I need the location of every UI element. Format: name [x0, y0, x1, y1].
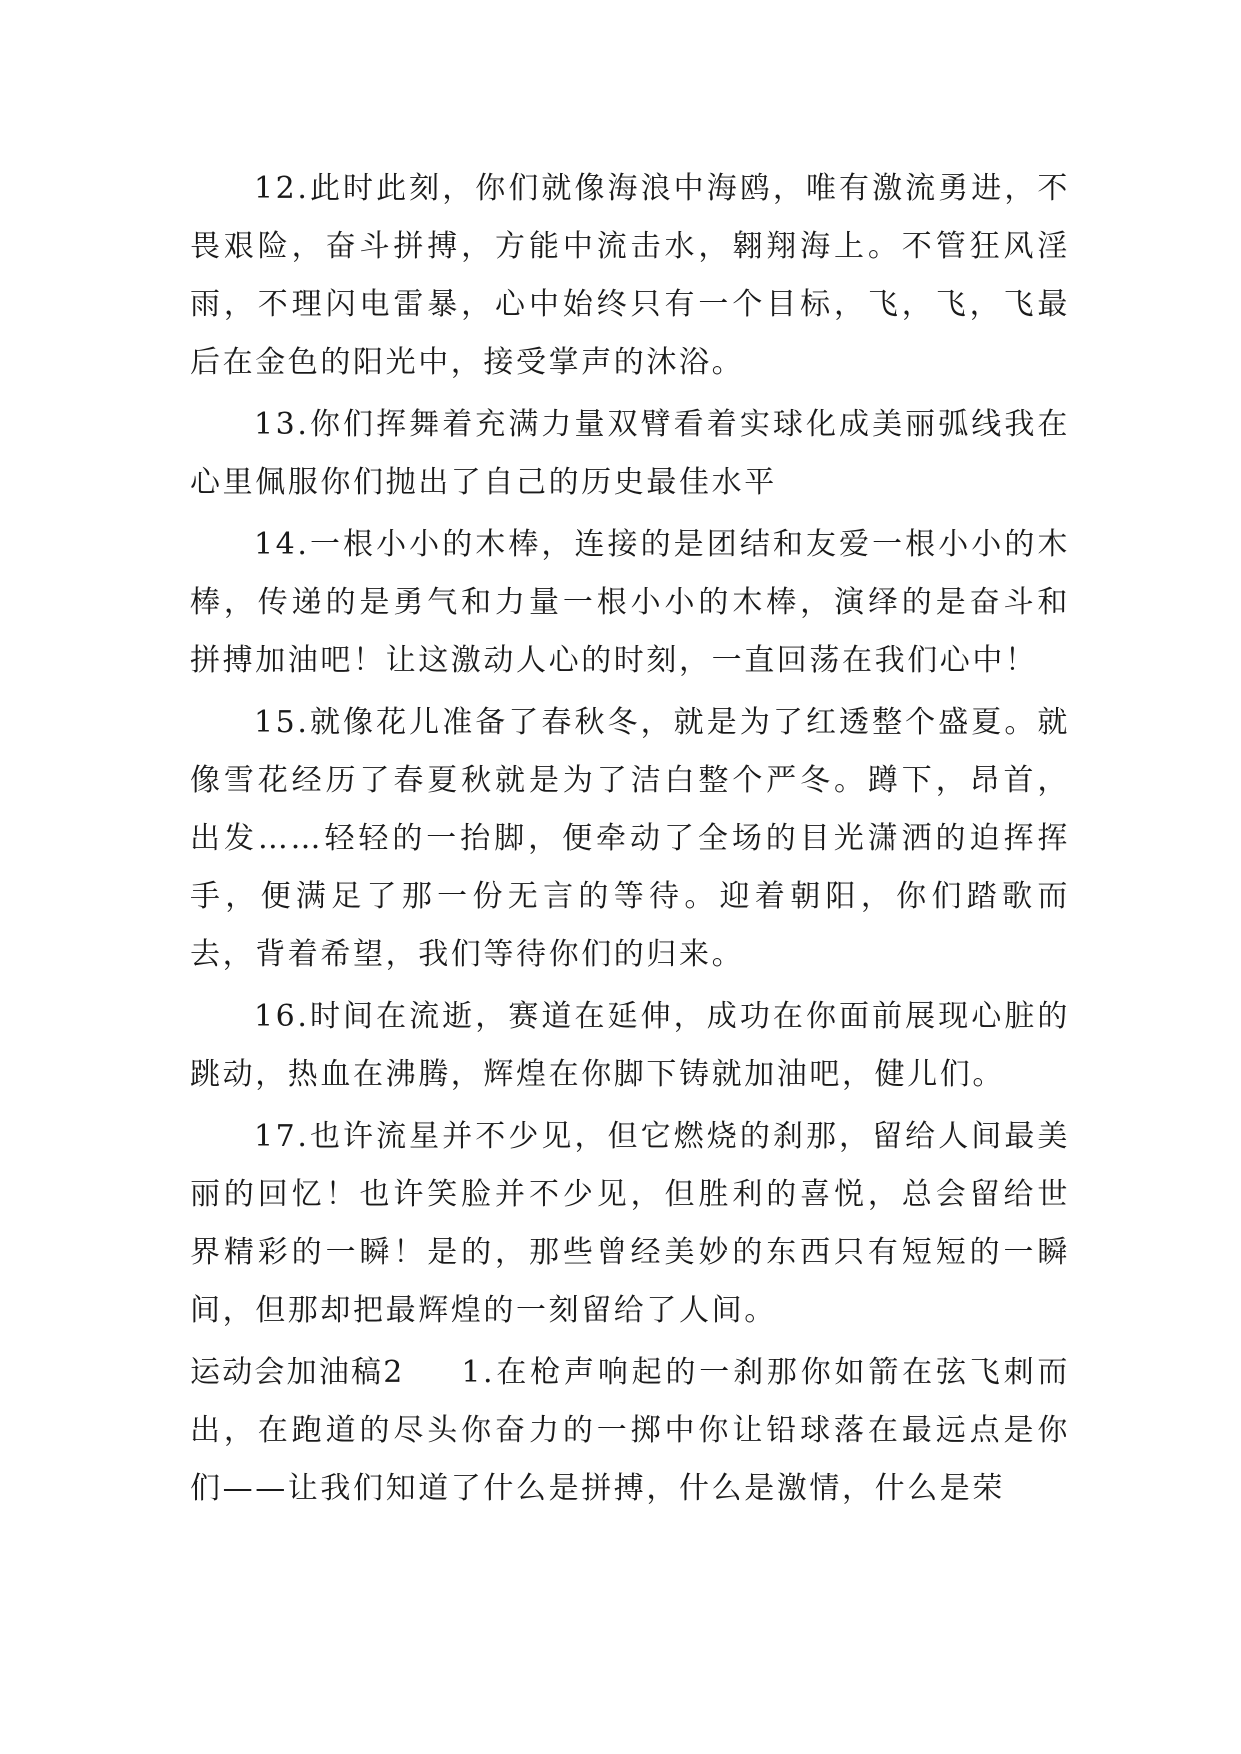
section-first-paragraph: 1.在枪声响起的一刹那你如箭在弦飞刺而出，在跑道的尽头你奋力的一掷中你让铅球落在最远点是你们——让我们知道了什么是拼搏，什么是激情，什么是荣 — [190, 1355, 1070, 1506]
document-page — [190, 160, 1070, 1522]
paragraph-12: 12.此时此刻，你们就像海浪中海鸥，唯有激流勇进，不畏艰险，奋斗拼搏，方能中流击水，翱翔海上。不管狂风淫雨，不理闪电雷暴，心中始终只有一个目标，飞，飞，飞最后在金色的阳光中，接受掌声的沐浴。 — [190, 171, 1070, 380]
section-title: 运动会加油稿2 — [190, 1355, 404, 1390]
paragraph-14: 14.一根小小的木棒，连接的是团结和友爱一根小小的木棒，传递的是勇气和力量一根小小的木棒，演绎的是奋斗和拼搏加油吧！让这激动人心的时刻，一直回荡在我们心中！ — [190, 527, 1070, 678]
paragraph-17: 17.也许流星并不少见，但它燃烧的刹那，留给人间最美丽的回忆！也许笑脸并不少见，但胜利的喜悦，总会留给世界精彩的一瞬！是的，那些曾经美妙的东西只有短短的一瞬间，但那却把最辉煌的一刻留给了人间。 — [190, 1119, 1070, 1328]
paragraph-16: 16.时间在流逝，赛道在延伸，成功在你面前展现心脏的跳动，热血在沸腾，辉煌在你脚下铸就加油吧，健儿们。 — [190, 999, 1070, 1092]
paragraph-15: 15.就像花儿准备了春秋冬，就是为了红透整个盛夏。就像雪花经历了春夏秋就是为了洁白整个严冬。蹲下，昂首，出发……轻轻的一抬脚，便牵动了全场的目光潇洒的迫挥挥手，便满足了那一份无言的等待。迎着朝阳，你们踏歌而去，背着希望，我们等待你们的归来。 — [190, 705, 1070, 972]
section-2-start — [190, 1344, 1070, 1518]
paragraph-13: 13.你们挥舞着充满力量双臂看着实球化成美丽弧线我在心里佩服你们抛出了自己的历史最佳水平 — [190, 407, 1070, 500]
